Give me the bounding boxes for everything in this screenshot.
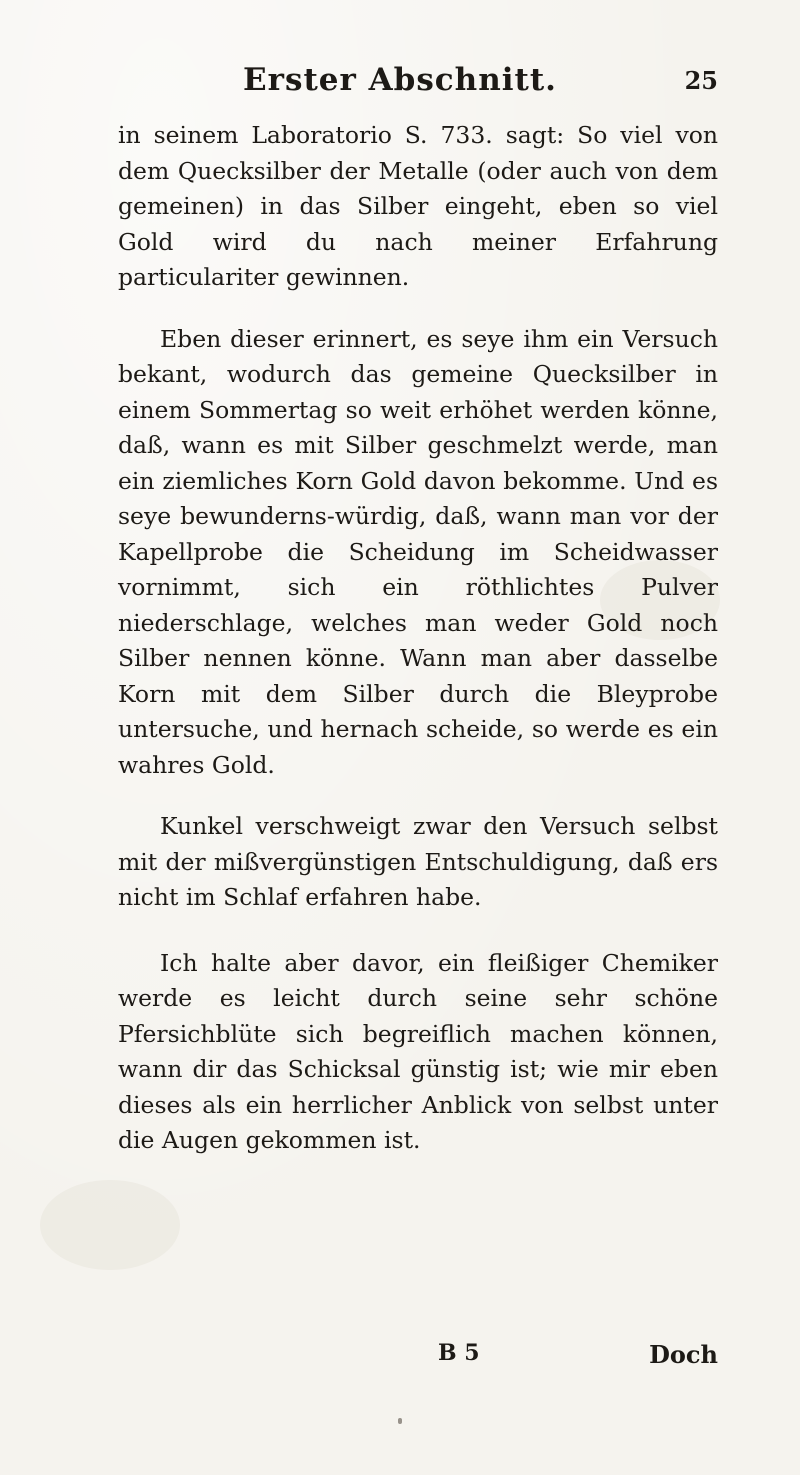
catchword: Doch [649, 1340, 718, 1369]
signature-mark: B 5 [438, 1340, 480, 1366]
page-number: 25 [684, 66, 718, 95]
ink-speck [398, 1418, 402, 1424]
paragraph: Ich halte aber davor, ein fleißiger Chemiker werde es leicht durch seine sehr schöne Pfersichblüte sich begreiflich machen können, wann dir das Schicksal günstig ist; wie mir eben dieses als ein herrlicher Anblick von selbst unter die Augen gekommen ist. [118, 948, 718, 1154]
paragraph: Eben dieser erinnert, es seye ihm ein Versuch bekant, wodurch das gemeine Quecksilber in einem Sommertag so weit erhöhet werden könne, daß, wann es mit Silber geschmelzt werde, man ein ziemliches Korn Gold davon bekomme. Und es seye bewunderns-würdig, daß, wann man vor der Kapellprobe die Scheidung im Scheidwasser vornimmt, sich ein röthlichtes Pulver niederschlage, welches man weder Gold noch Silber nennen könne. Wann man aber dasselbe Korn mit dem Silber durch die Bleyprobe untersuche, und hernach scheide, so werde es ein wahres Gold. [118, 324, 718, 779]
paper-stain [40, 1180, 180, 1270]
body-text [118, 118, 718, 1185]
paragraph: Kunkel verschweigt zwar den Versuch selbst mit der mißvergünstigen Entschuldigung, daß ers nicht im Schlaf erfahren habe. [118, 812, 718, 911]
paragraph: in seinem Laboratorio S. 733. sagt: So viel von dem Quecksilber der Metalle (oder auch von dem gemeinen) in das Silber eingeht, eben so viel Gold wird du nach meiner Erfahrung particulariter gewinnen. [118, 121, 718, 291]
running-head: Erster Abschnitt. [243, 62, 557, 98]
page-header [0, 62, 800, 102]
page-footer [0, 1340, 800, 1380]
